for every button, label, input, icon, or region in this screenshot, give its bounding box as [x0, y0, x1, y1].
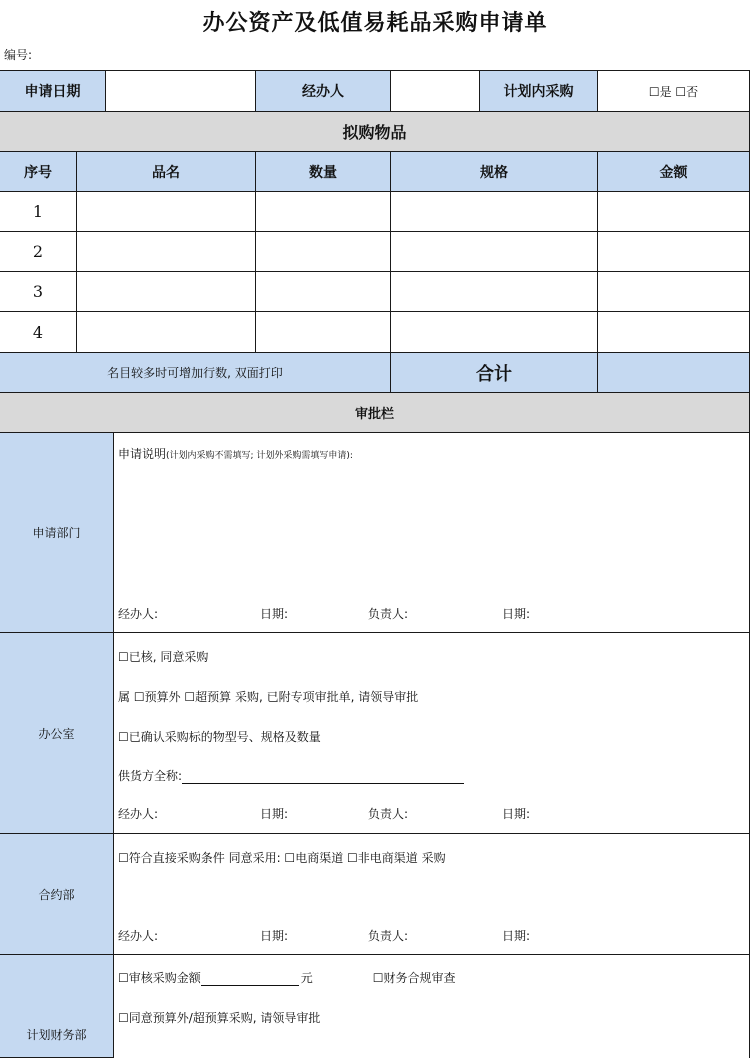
- supplier-input[interactable]: [182, 770, 464, 784]
- contract-content[interactable]: [114, 834, 750, 955]
- signature-row: [114, 605, 750, 621]
- contract-label: 合约部: [0, 834, 114, 955]
- sig-manager: 负责人:: [368, 607, 409, 621]
- item-name-cell[interactable]: [77, 272, 256, 312]
- col-header-index: 序号: [0, 152, 77, 192]
- handler-label: 经办人: [256, 71, 391, 112]
- sig-date: 日期:: [260, 929, 289, 943]
- items-section-title: 拟购物品: [0, 112, 750, 152]
- item-amount-cell[interactable]: [598, 312, 750, 353]
- item-spec-cell[interactable]: [391, 272, 598, 312]
- item-spec-cell[interactable]: [391, 192, 598, 232]
- sig-manager: 负责人:: [368, 807, 409, 821]
- sig-manager: 负责人:: [368, 929, 409, 943]
- items-note: 名目较多时可增加行数, 双面打印: [0, 353, 391, 393]
- contract-line-1[interactable]: ☐符合直接采购条件 同意采用: ☐电商渠道 ☐非电商渠道 采购: [118, 851, 446, 865]
- col-header-name: 品名: [77, 152, 256, 192]
- col-header-quantity: 数量: [256, 152, 391, 192]
- serial-number-label: 编号:: [4, 48, 33, 62]
- item-quantity-cell[interactable]: [256, 272, 391, 312]
- office-line-3[interactable]: ☐已确认采购标的物型号、规格及数量: [118, 730, 321, 744]
- finance-amount-label[interactable]: ☐审核采购金额: [118, 971, 201, 985]
- col-header-spec: 规格: [391, 152, 598, 192]
- finance-label: 计划财务部: [0, 955, 114, 1058]
- item-amount-cell[interactable]: [598, 272, 750, 312]
- row-index: 3: [0, 272, 77, 312]
- row-index: 4: [0, 312, 77, 353]
- col-header-amount: 金额: [598, 152, 750, 192]
- finance-compliance-check[interactable]: ☐财务合规审查: [372, 971, 456, 985]
- sig-date2: 日期:: [502, 807, 531, 821]
- apply-date-label: 申请日期: [0, 71, 106, 112]
- item-amount-cell[interactable]: [598, 192, 750, 232]
- in-plan-checkboxes[interactable]: ☐是 ☐否: [598, 71, 750, 112]
- office-line-2[interactable]: 属 ☐预算外 ☐超预算 采购, 已附专项审批单, 请领导审批: [118, 690, 419, 704]
- approval-section-title: 审批栏: [0, 393, 750, 433]
- supplier-label: 供货方全称:: [118, 769, 183, 783]
- office-content[interactable]: [114, 633, 750, 834]
- apply-explain-note: (计划内采购不需填写; 计划外采购需填写申请):: [166, 451, 353, 461]
- row-index: 2: [0, 232, 77, 272]
- finance-line-2[interactable]: ☐同意预算外/超预算采购, 请领导审批: [118, 1011, 321, 1025]
- form-title: 办公资产及低值易耗品采购申请单: [202, 11, 548, 36]
- in-plan-label: 计划内采购: [480, 71, 598, 112]
- item-quantity-cell[interactable]: [256, 232, 391, 272]
- item-name-cell[interactable]: [77, 312, 256, 353]
- total-label: 合计: [391, 353, 598, 393]
- apply-dept-content[interactable]: [114, 433, 750, 633]
- finance-unit: 元: [300, 971, 313, 985]
- signature-row: [114, 927, 750, 943]
- item-name-cell[interactable]: [77, 232, 256, 272]
- sig-handler: 经办人:: [118, 929, 159, 943]
- item-name-cell[interactable]: [77, 192, 256, 232]
- row-index: 1: [0, 192, 77, 232]
- sig-handler: 经办人:: [118, 607, 159, 621]
- sig-handler: 经办人:: [118, 807, 159, 821]
- sig-date2: 日期:: [502, 929, 531, 943]
- office-line-1[interactable]: ☐已核, 同意采购: [118, 650, 209, 664]
- apply-explain-label: 申请说明: [118, 447, 167, 461]
- sig-date: 日期:: [260, 607, 289, 621]
- signature-row: [114, 805, 750, 821]
- apply-explain-line: [118, 445, 353, 462]
- apply-dept-label: 申请部门: [0, 433, 114, 633]
- apply-date-input[interactable]: [106, 71, 256, 112]
- finance-amount-input[interactable]: [201, 972, 299, 986]
- item-spec-cell[interactable]: [391, 232, 598, 272]
- finance-line-1: [118, 969, 456, 986]
- item-quantity-cell[interactable]: [256, 312, 391, 353]
- handler-input[interactable]: [391, 71, 480, 112]
- office-supplier-line: [118, 767, 464, 784]
- item-spec-cell[interactable]: [391, 312, 598, 353]
- item-amount-cell[interactable]: [598, 232, 750, 272]
- finance-content[interactable]: [114, 955, 750, 1058]
- total-amount-cell[interactable]: [598, 353, 750, 393]
- item-quantity-cell[interactable]: [256, 192, 391, 232]
- office-label: 办公室: [0, 633, 114, 834]
- sig-date2: 日期:: [502, 607, 531, 621]
- sig-date: 日期:: [260, 807, 289, 821]
